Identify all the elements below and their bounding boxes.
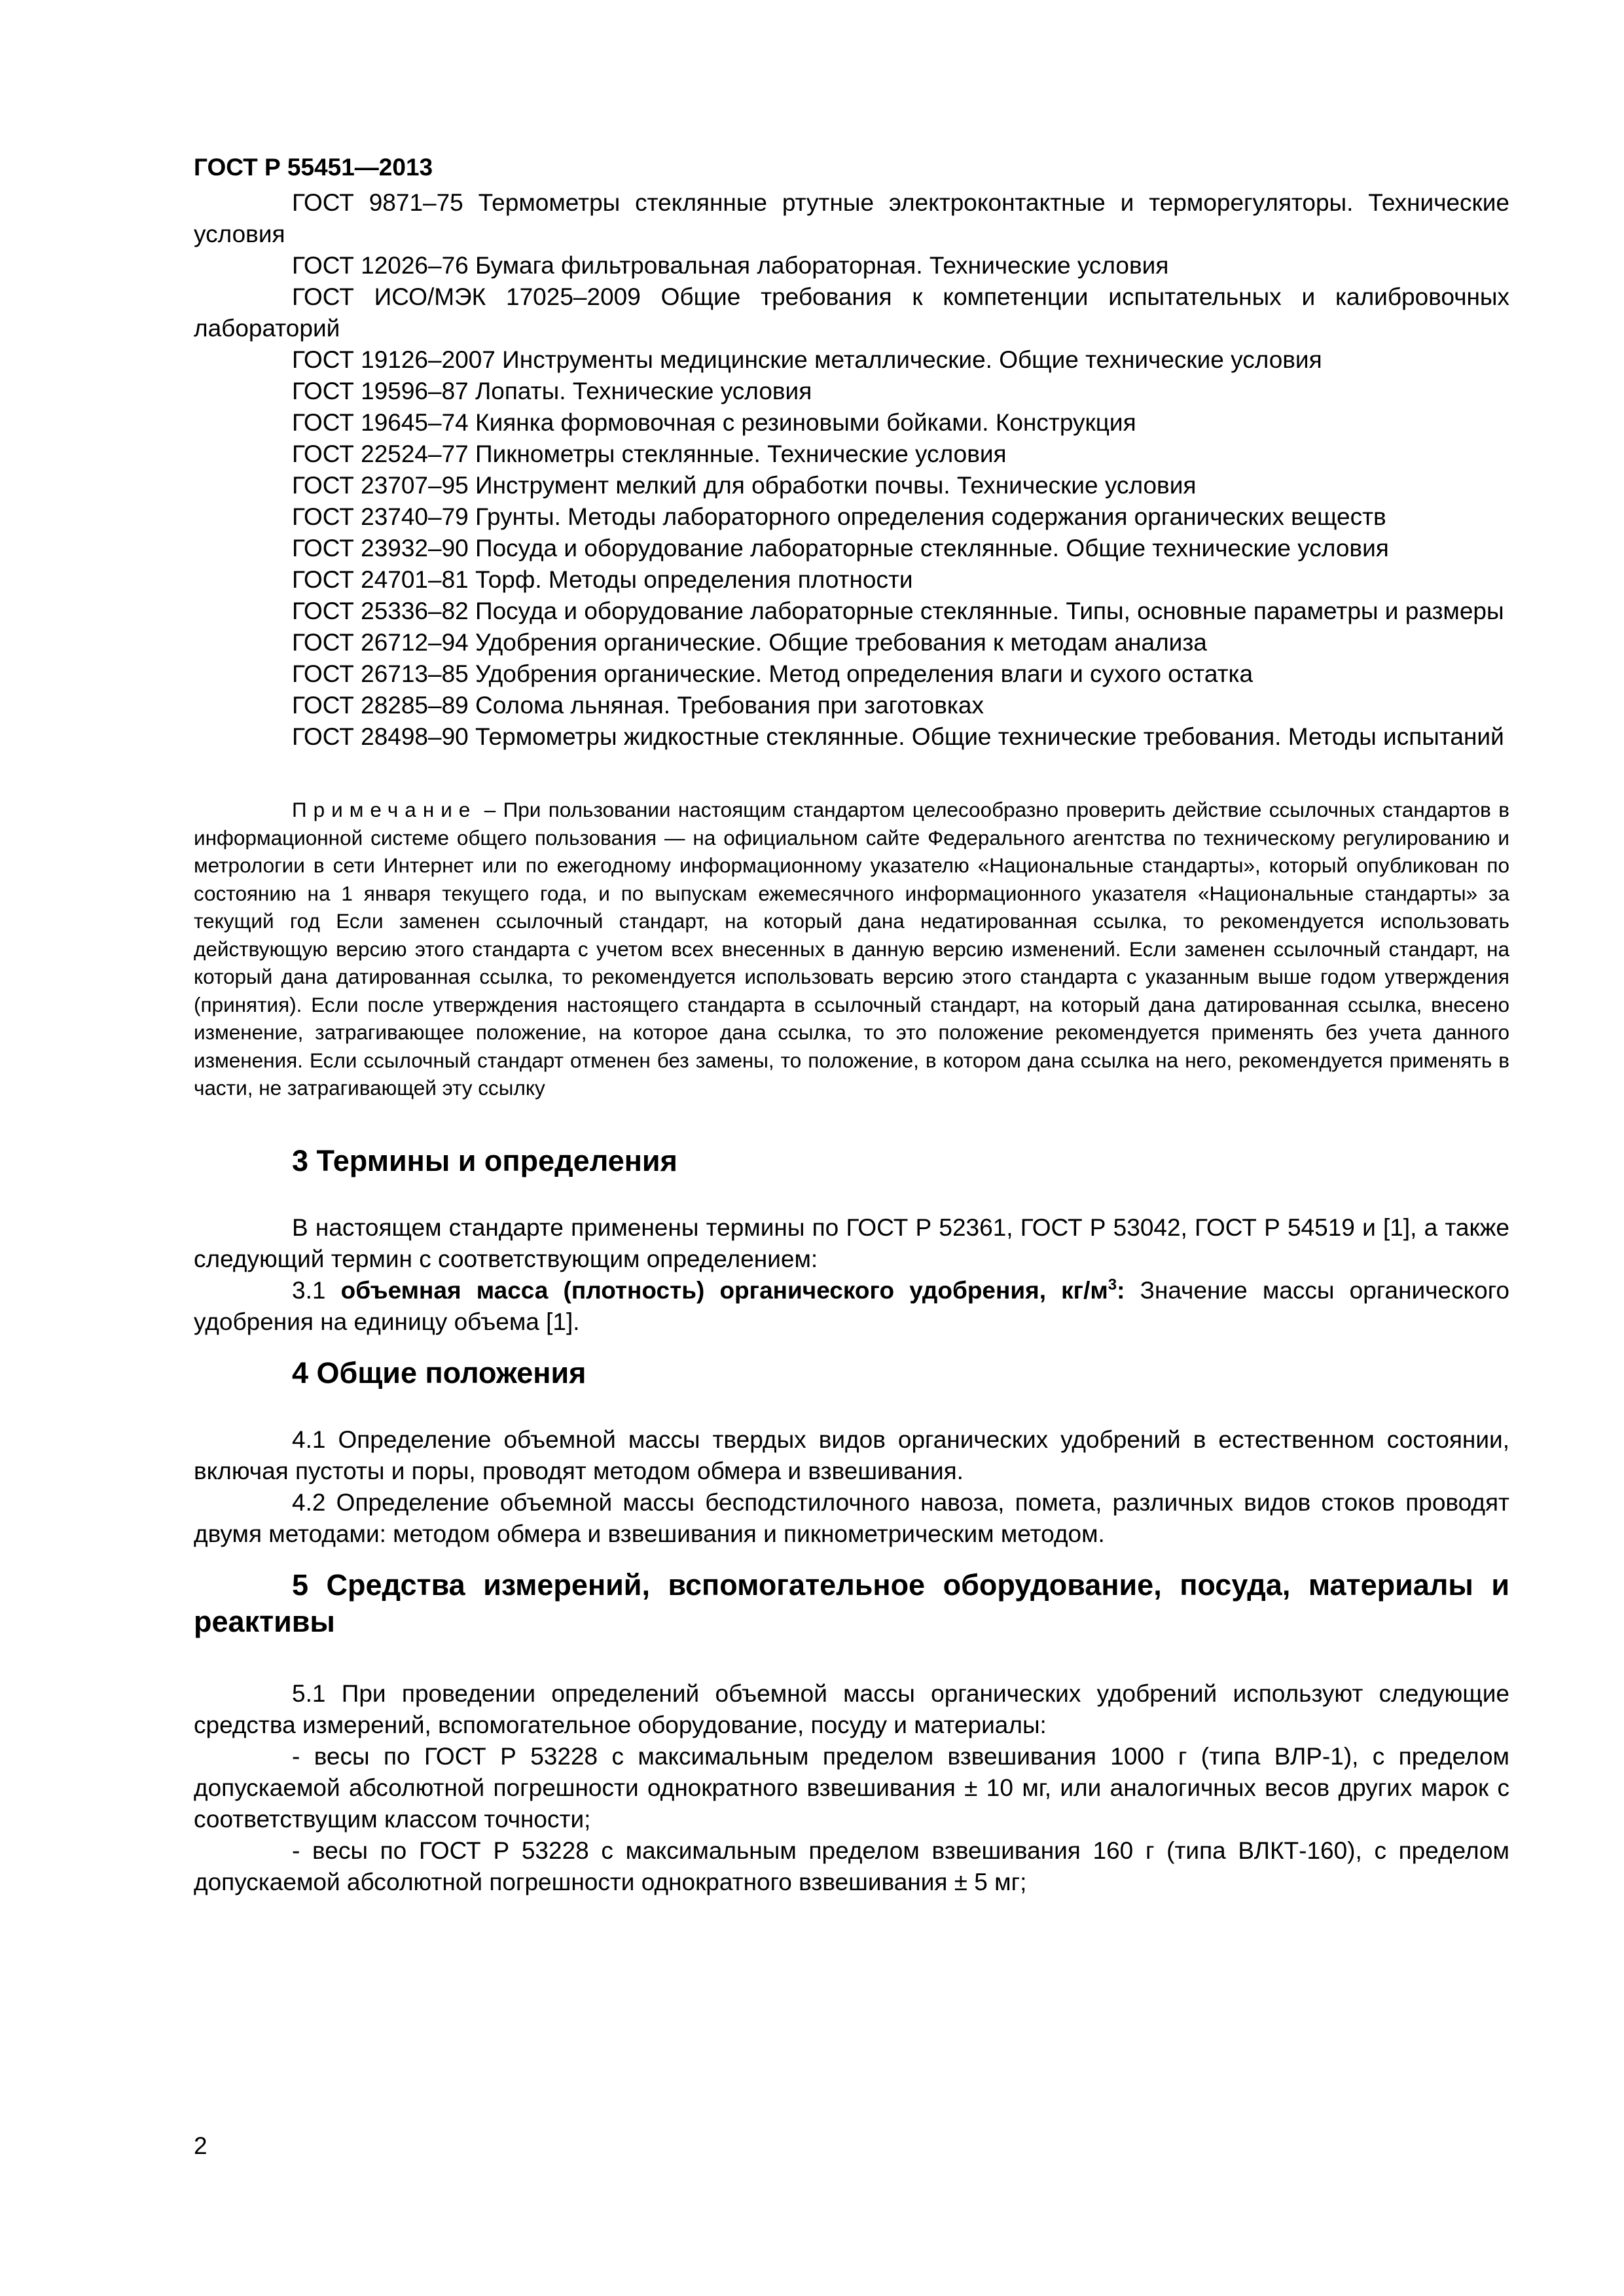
note-paragraph <box>194 796 1509 1102</box>
term-number: 3.1 <box>292 1276 326 1304</box>
reference-item: ГОСТ 26713–85 Удобрения органические. Метод определения влаги и сухого остатка <box>292 660 1254 687</box>
term-description: Значение массы органического удобрения на единицу объема [1]. <box>194 1276 1509 1335</box>
section-4-heading: 4 Общие положения <box>292 1355 586 1390</box>
reference-item: ГОСТ 23932–90 Посуда и оборудование лабораторные стеклянные. Общие технические условия <box>292 535 1389 562</box>
reference-item: ГОСТ 23707–95 Инструмент мелкий для обработки почвы. Технические условия <box>292 472 1197 499</box>
section-3-intro: В настоящем стандарте применены термины по ГОСТ Р 52361, ГОСТ Р 53042, ГОСТ Р 54519 и [1], а также следующий термин с соответствующим определением: <box>194 1213 1509 1272</box>
section-5-paragraph-1: 5.1 При проведении определений объемной массы органических удобрений используют следующие средства измерений, вспомогательное оборудование, посуду и материалы: <box>194 1679 1509 1738</box>
reference-item: ГОСТ 24701–81 Торф. Методы определения плотности <box>292 566 913 593</box>
reference-item: ГОСТ 19126–2007 Инструменты медицинские металлические. Общие технические условия <box>292 346 1322 373</box>
section-4-paragraph-2: 4.2 Определение объемной массы бесподстилочного навоза, помета, различных видов стоков проводят двумя методами: методом обмера и взвешивания и пикнометрическим методом. <box>194 1488 1509 1547</box>
term-definition <box>194 1275 1509 1338</box>
term-name <box>341 1277 1125 1304</box>
term-name-text: объемная масса (плотность) органического удобрения, кг/м <box>340 1276 1108 1304</box>
term-unit-exponent: 3 <box>1108 1276 1117 1294</box>
term-colon: : <box>1117 1276 1125 1304</box>
reference-item: ГОСТ 28285–89 Солома льняная. Требования при заготовках <box>292 692 984 719</box>
note-text: – При пользовании настоящим стандартом целесообразно проверить действие ссылочных стандартов в информационной системе общего пользования — на официальном сайте Федерального агентства по техническому регулированию и метрологии в сети Интернет или по ежегодному информационному указателю «Национальные стандарты», который опубликован по состоянию на 1 января текущего года, и по выпускам ежемесячного информационного указателя «Национальные стандарты» за текущий год Если заменен ссылочный стандарт, на который дана недатированная ссылка, то рекомендуется использовать действующую версию этого стандарта с учетом всех внесенных в данную версию изменений. Если заменен ссылочный стандарт, на который дана датированная ссылка, то рекомендуется использовать версию этого стандарта с указанным выше годом утверждения (принятия). Если после утверждения настоящего стандарта в ссылочный стандарт, на который дана датированная ссылка, внесено изменение, затрагивающее положение, на которое дана ссылка, то это положение рекомендуется применять без учета данного изменения. Если ссылочный стандарт отменен без замены, то положение, в котором дана ссылка на него, рекомендуется применять в части, не затрагивающей эту ссылку <box>194 798 1509 1100</box>
reference-item: ГОСТ 28498–90 Термометры жидкостные стеклянные. Общие технические требования. Методы испытаний <box>292 723 1504 750</box>
section-5-heading: 5 Средства измерений, вспомогательное оборудование, посуда, материалы и реактивы <box>194 1568 1509 1638</box>
reference-item: ГОСТ 12026–76 Бумага фильтровальная лабораторная. Технические условия <box>292 252 1169 279</box>
page-number: 2 <box>194 2132 208 2159</box>
reference-item: ГОСТ 26712–94 Удобрения органические. Общие требования к методам анализа <box>292 629 1207 656</box>
reference-item: ГОСТ 9871–75 Термометры стеклянные ртутные электроконтактные и терморегуляторы. Технические условия <box>194 189 1509 247</box>
page-content <box>194 152 1509 1898</box>
reference-item: ГОСТ 19645–74 Киянка формовочная с резиновыми бойками. Конструкция <box>292 409 1136 436</box>
reference-item: ГОСТ ИСО/МЭК 17025–2009 Общие требования к компетенции испытательных и калибровочных лабораторий <box>194 283 1509 342</box>
section-3-heading: 3 Термины и определения <box>292 1143 677 1177</box>
reference-list <box>194 187 1509 753</box>
section-5-list-item: - весы по ГОСТ Р 53228 с максимальным пределом взвешивания 160 г (типа ВЛКТ-160), с пределом допускаемой абсолютной погрешности однократного взвешивания ± 5 мг; <box>194 1837 1509 1895</box>
document-code: ГОСТ Р 55451—2013 <box>194 154 433 181</box>
reference-item: ГОСТ 22524–77 Пикнометры стеклянные. Технические условия <box>292 440 1007 467</box>
note-label: Примечание <box>292 798 477 821</box>
reference-item: ГОСТ 25336–82 Посуда и оборудование лабораторные стеклянные. Типы, основные параметры и размеры <box>292 598 1504 624</box>
reference-item: ГОСТ 23740–79 Грунты. Методы лабораторного определения содержания органических веществ <box>292 503 1386 530</box>
reference-item: ГОСТ 19596–87 Лопаты. Технические условия <box>292 378 812 404</box>
section-5-list-item: - весы по ГОСТ Р 53228 с максимальным пределом взвешивания 1000 г (типа ВЛР-1), с пределом допускаемой абсолютной погрешности однократного взвешивания ± 10 мг, или аналогичных весов других марок с соответствущим классом точности; <box>194 1742 1509 1833</box>
section-4-paragraph-1: 4.1 Определение объемной массы твердых видов органических удобрений в естественном состоянии, включая пустоты и поры, проводят методом обмера и взвешивания. <box>194 1426 1509 1484</box>
